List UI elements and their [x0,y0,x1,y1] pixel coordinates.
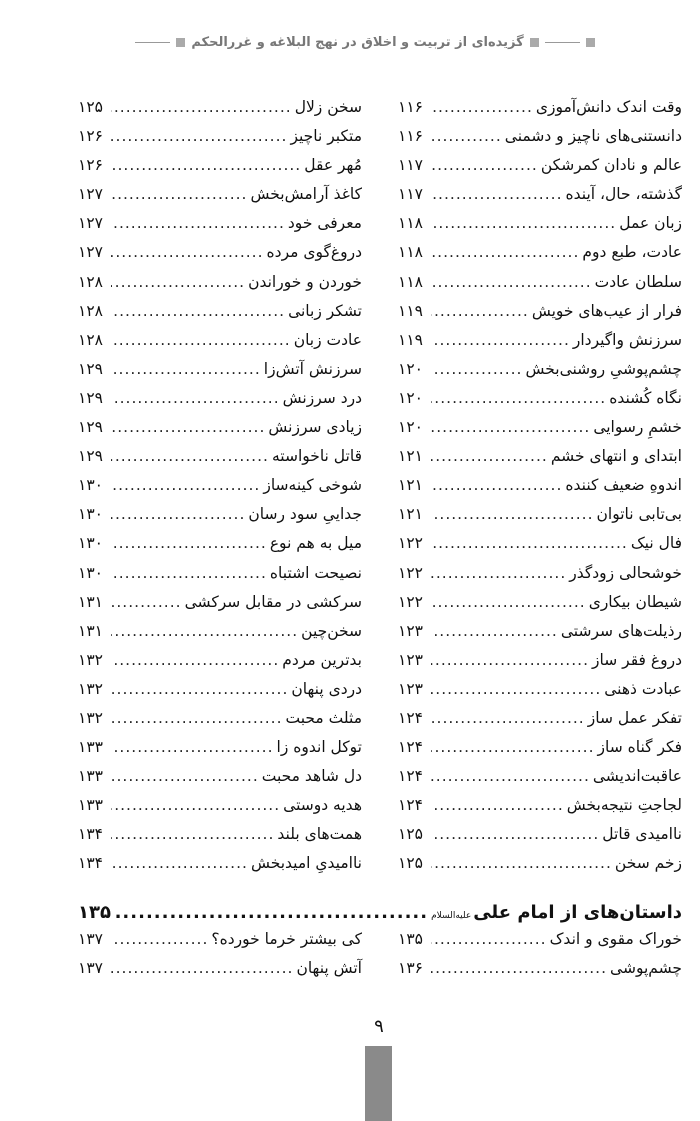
entry-title: زخم سخن [614,854,682,873]
dot-leader [111,389,280,407]
toc-entry [398,825,682,854]
entry-page: ۱۳۰ [78,476,103,495]
entry-page: ۱۱۷ [398,156,423,175]
dot-leader [431,709,585,727]
toc-entry [78,854,362,883]
entry-page: ۱۲۹ [78,447,103,466]
toc-entry [398,959,682,988]
page-number: ۹ [374,1016,384,1037]
header-square [530,38,539,47]
entry-title: دروغ‌گوی مرده [266,243,362,262]
entry-title: مثلث محبت [285,708,362,727]
entry-title: عالم و نادان کمرشکن [540,156,682,175]
dot-leader [111,360,261,378]
entry-page: ۱۳۳ [78,796,103,815]
dot-leader [431,418,590,436]
entry-page: ۱۲۴ [398,796,423,815]
entry-title: درد سرزنش [282,388,362,407]
entry-title: میل به هم نوع [269,534,362,553]
entry-title: همت‌های بلند [277,825,362,844]
toc-entry [78,680,362,709]
dot-leader [431,767,590,785]
toc-entry [78,185,362,214]
dot-leader [111,651,279,669]
entry-page: ۱۲۴ [398,738,423,757]
dot-leader [111,156,301,174]
header-square-right [586,38,595,47]
toc-entry [78,447,362,476]
dot-leader [431,680,601,698]
dot-leader [431,505,594,523]
entry-page: ۱۳۴ [78,825,103,844]
running-header [135,30,595,54]
entry-page: ۱۲۱ [398,476,423,495]
section-title: داستان‌های از امام علی [473,902,682,923]
entry-title: عادت، طبع دوم [582,243,682,262]
entry-title: خوشحالی زودگذر [569,563,682,582]
toc-entry [78,622,362,651]
toc-entry [78,593,362,622]
dot-leader [111,930,208,948]
entry-page: ۱۲۸ [78,330,103,349]
dot-leader [431,796,564,814]
dot-leader [111,331,291,349]
toc-entry [78,651,362,680]
entry-title: دردی پنهان [291,679,362,698]
entry-title: هدیه دوستی [283,796,362,815]
dot-leader [111,476,260,494]
toc-entry [398,389,682,418]
entry-title: شوخی کینه‌ساز [263,476,362,495]
entry-page: ۱۲۳ [398,621,423,640]
entry-title: قاتل ناخواسته [271,447,362,466]
dot-leader [431,738,595,756]
entry-title: سرکشی در مقابل سرکشی [184,592,362,611]
dot-leader [431,273,592,291]
entry-title: جداییِ سود رسان [248,505,362,524]
toc-entry [398,360,682,389]
toc-column-right [398,98,682,884]
entry-page: ۱۲۸ [78,301,103,320]
entry-page: ۱۲۷ [78,243,103,262]
toc-entry [78,214,362,243]
entry-title: گذشته، حال، آینده [565,185,682,204]
toc-entry [398,331,682,360]
entry-title: سرزنش واگیردار [572,330,682,349]
dot-leader [431,854,612,872]
entry-page: ۱۲۵ [78,98,103,116]
entry-title: خوردن و خوراندن [248,272,362,291]
section-entries [78,930,682,988]
dot-leader [431,360,522,378]
entry-title: تفکر عمل ساز [587,708,682,727]
entry-page: ۱۱۶ [398,98,423,116]
section-column-right [398,930,682,988]
entry-page: ۱۳۱ [78,621,103,640]
toc-section-heading [78,902,682,923]
dot-leader [431,825,599,843]
entry-page: ۱۳۲ [78,708,103,727]
entry-title: کی بیشتر خرما خورده؟ [211,930,362,948]
toc-entry [78,505,362,534]
toc-entry [78,302,362,331]
entry-page: ۱۳۳ [78,738,103,757]
entry-title: متکبر ناچیز [290,127,362,146]
dot-leader [111,98,292,116]
entry-page: ۱۲۱ [398,447,423,466]
entry-title: دل شاهد محبت [261,767,362,786]
entry-title: معرفی خود [287,214,362,233]
entry-page: ۱۲۱ [398,505,423,524]
dot-leader [111,418,265,436]
header-rule-right [545,42,580,43]
dot-leader [111,505,245,523]
toc-entry [78,825,362,854]
toc-entry [78,389,362,418]
dot-leader [431,593,586,611]
entry-title: دروغ فقر ساز [592,650,682,669]
toc-entry [398,418,682,447]
dot-leader [431,651,589,669]
entry-page: ۱۲۹ [78,388,103,407]
dot-leader [431,930,547,948]
entry-page: ۱۱۸ [398,243,423,262]
entry-title: آتش پنهان [296,959,362,978]
entry-page: ۱۲۸ [78,272,103,291]
toc-entry [398,930,682,959]
entry-title: شیطان بیکاری [588,592,682,611]
entry-page: ۱۲۵ [398,825,423,844]
toc-entry [78,930,362,959]
dot-leader [431,98,533,116]
entry-title: رذیلت‌های سرشتی [560,621,682,640]
dot-leader [431,243,579,261]
entry-title: وقت اندک دانش‌آموزی [535,98,682,116]
entry-page: ۱۳۶ [398,959,423,978]
entry-page: ۱۳۵ [398,930,423,948]
dot-leader [111,302,285,320]
dot-leader [111,709,283,727]
entry-page: ۱۲۴ [398,767,423,786]
entry-title: زبان عمل [619,214,682,233]
entry-page: ۱۱۹ [398,301,423,320]
toc-entry [78,331,362,360]
entry-page: ۱۱۸ [398,272,423,291]
header-rule-left [135,42,170,43]
dot-leader [111,273,245,291]
entry-page: ۱۲۷ [78,214,103,233]
toc-columns [78,98,682,884]
entry-page: ۱۲۳ [398,650,423,669]
entry-title: خوراک مقوی و اندک [549,930,682,948]
toc-entry [398,534,682,563]
toc-entry [398,564,682,593]
entry-title: چشم‌پوشی [610,959,682,978]
section-page: ۱۳۵ [78,902,111,923]
dot-leader [431,302,529,320]
entry-title: کاغذ آرامش‌بخش [250,185,362,204]
toc-entry [398,243,682,272]
dot-leader [111,854,248,872]
dot-leader [114,902,428,923]
dot-leader [111,447,269,465]
book-title: گزیده‌ای از تربیت و اخلاق در نهج البلاغه و غررالحکم [191,34,524,50]
entry-title: سخن‌چین [301,621,362,640]
entry-title: نگاه کُشنده [609,388,682,407]
toc-entry [78,709,362,738]
toc-entry [398,767,682,796]
toc-entry [398,185,682,214]
entry-title: سرزنش آتش‌زا [263,359,362,378]
entry-title: فال نیک [630,534,682,553]
toc-entry [78,796,362,825]
entry-page: ۱۱۹ [398,330,423,349]
entry-title: خشمِ رسوایی [593,418,682,437]
dot-leader [111,534,267,552]
toc-entry [398,505,682,534]
toc-entry [78,534,362,563]
entry-title: تشکر زبانی [288,301,362,320]
toc-entry [398,447,682,476]
dot-leader [431,534,628,552]
entry-title: توکل اندوه زا [276,738,362,757]
entry-page: ۱۲۳ [398,679,423,698]
dot-leader [431,214,616,232]
entry-title: دانستنی‌های ناچیز و دشمنی [504,127,682,146]
dot-leader [111,796,280,814]
toc-entry [78,273,362,302]
toc-entry [398,651,682,680]
dot-leader [111,825,274,843]
toc-entry [398,796,682,825]
toc-entry [398,854,682,883]
entry-page: ۱۱۸ [398,214,423,233]
entry-page: ۱۲۰ [398,359,423,378]
dot-leader [431,331,570,349]
entry-page: ۱۳۲ [78,650,103,669]
dot-leader [431,156,538,174]
dot-leader [431,564,566,582]
entry-title: فرار از عیب‌های خویش [531,301,682,320]
entry-page: ۱۲۲ [398,592,423,611]
dot-leader [111,214,285,232]
entry-page: ۱۳۱ [78,592,103,611]
toc-entry [398,127,682,156]
entry-title: زیادی سرزنش [268,418,362,437]
toc-entry [78,243,362,272]
toc-entry [398,476,682,505]
toc-entry [398,680,682,709]
entry-title: سلطان عادت [594,272,682,291]
dot-leader [111,593,182,611]
dot-leader [111,767,259,785]
toc-entry [78,156,362,185]
toc-column-left [78,98,362,884]
entry-title: لجاجتِ نتیجه‌بخش [566,796,682,815]
toc-entry [398,98,682,127]
entry-page: ۱۳۲ [78,679,103,698]
entry-title: فکر گناه ساز [597,738,682,757]
entry-page: ۱۳۳ [78,767,103,786]
toc-entry [78,360,362,389]
toc-entry [398,273,682,302]
toc-entry [78,127,362,156]
entry-page: ۱۲۶ [78,127,103,146]
toc-entry [398,302,682,331]
toc-entry [398,156,682,185]
entry-page: ۱۳۴ [78,854,103,873]
dot-leader [431,447,548,465]
dot-leader [431,127,502,145]
toc-entry [78,418,362,447]
entry-title: چشم‌پوشیِ روشنی‌بخش [525,359,682,378]
entry-title: نصیحت اشتباه [269,563,362,582]
entry-page: ۱۲۴ [398,708,423,727]
entry-page: ۱۲۹ [78,359,103,378]
dot-leader [431,476,562,494]
dot-leader [431,389,606,407]
header-square [176,38,185,47]
dot-leader [431,185,563,203]
entry-page: ۱۲۷ [78,185,103,204]
toc-entry [78,767,362,796]
toc-entry [398,738,682,767]
toc-entry [398,622,682,651]
toc-entry [78,959,362,988]
dot-leader [431,622,558,640]
entry-title: ناامیدی قاتل [602,825,682,844]
dot-leader [111,738,274,756]
entry-page: ۱۲۵ [398,854,423,873]
entry-page: ۱۱۷ [398,185,423,204]
entry-title: ابتدای و انتهای خشم [550,447,682,466]
honorific-glyph: علیه‌السلام [431,911,472,921]
entry-page: ۱۲۰ [398,388,423,407]
dot-leader [111,127,287,145]
entry-page: ۱۳۰ [78,534,103,553]
entry-page: ۱۳۰ [78,563,103,582]
toc-entry [78,476,362,505]
toc-entry [398,709,682,738]
entry-title: بدترین مردم [282,650,362,669]
toc-entry [78,738,362,767]
page-tab-bar [365,1046,392,1121]
toc-entry [78,564,362,593]
entry-title: سخن زلال [294,98,362,116]
entry-title: مُهر عقل [304,156,362,175]
entry-title: عادت زبان [293,330,362,349]
entry-page: ۱۱۶ [398,127,423,146]
toc-entry [398,214,682,243]
dot-leader [111,185,247,203]
entry-title: ناامیدیِ امیدبخش [250,854,362,873]
entry-title: عاقبت‌اندیشی [592,767,682,786]
dot-leader [111,564,267,582]
entry-page: ۱۲۹ [78,418,103,437]
section-column-left [78,930,362,988]
dot-leader [111,959,293,977]
entry-title: بی‌تابی ناتوان [596,505,682,524]
entry-page: ۱۲۲ [398,534,423,553]
entry-title: عبادت ذهنی [604,679,682,698]
toc-entry [398,593,682,622]
dot-leader [111,680,288,698]
dot-leader [111,622,298,640]
entry-page: ۱۲۲ [398,563,423,582]
entry-title: اندوهِ ضعیف کننده [565,476,682,495]
entry-page: ۱۳۷ [78,959,103,978]
dot-leader [111,243,264,261]
entry-page: ۱۲۰ [398,418,423,437]
toc-entry [78,98,362,127]
entry-page: ۱۳۷ [78,930,103,948]
entry-page: ۱۲۶ [78,156,103,175]
dot-leader [431,959,607,977]
entry-page: ۱۳۰ [78,505,103,524]
